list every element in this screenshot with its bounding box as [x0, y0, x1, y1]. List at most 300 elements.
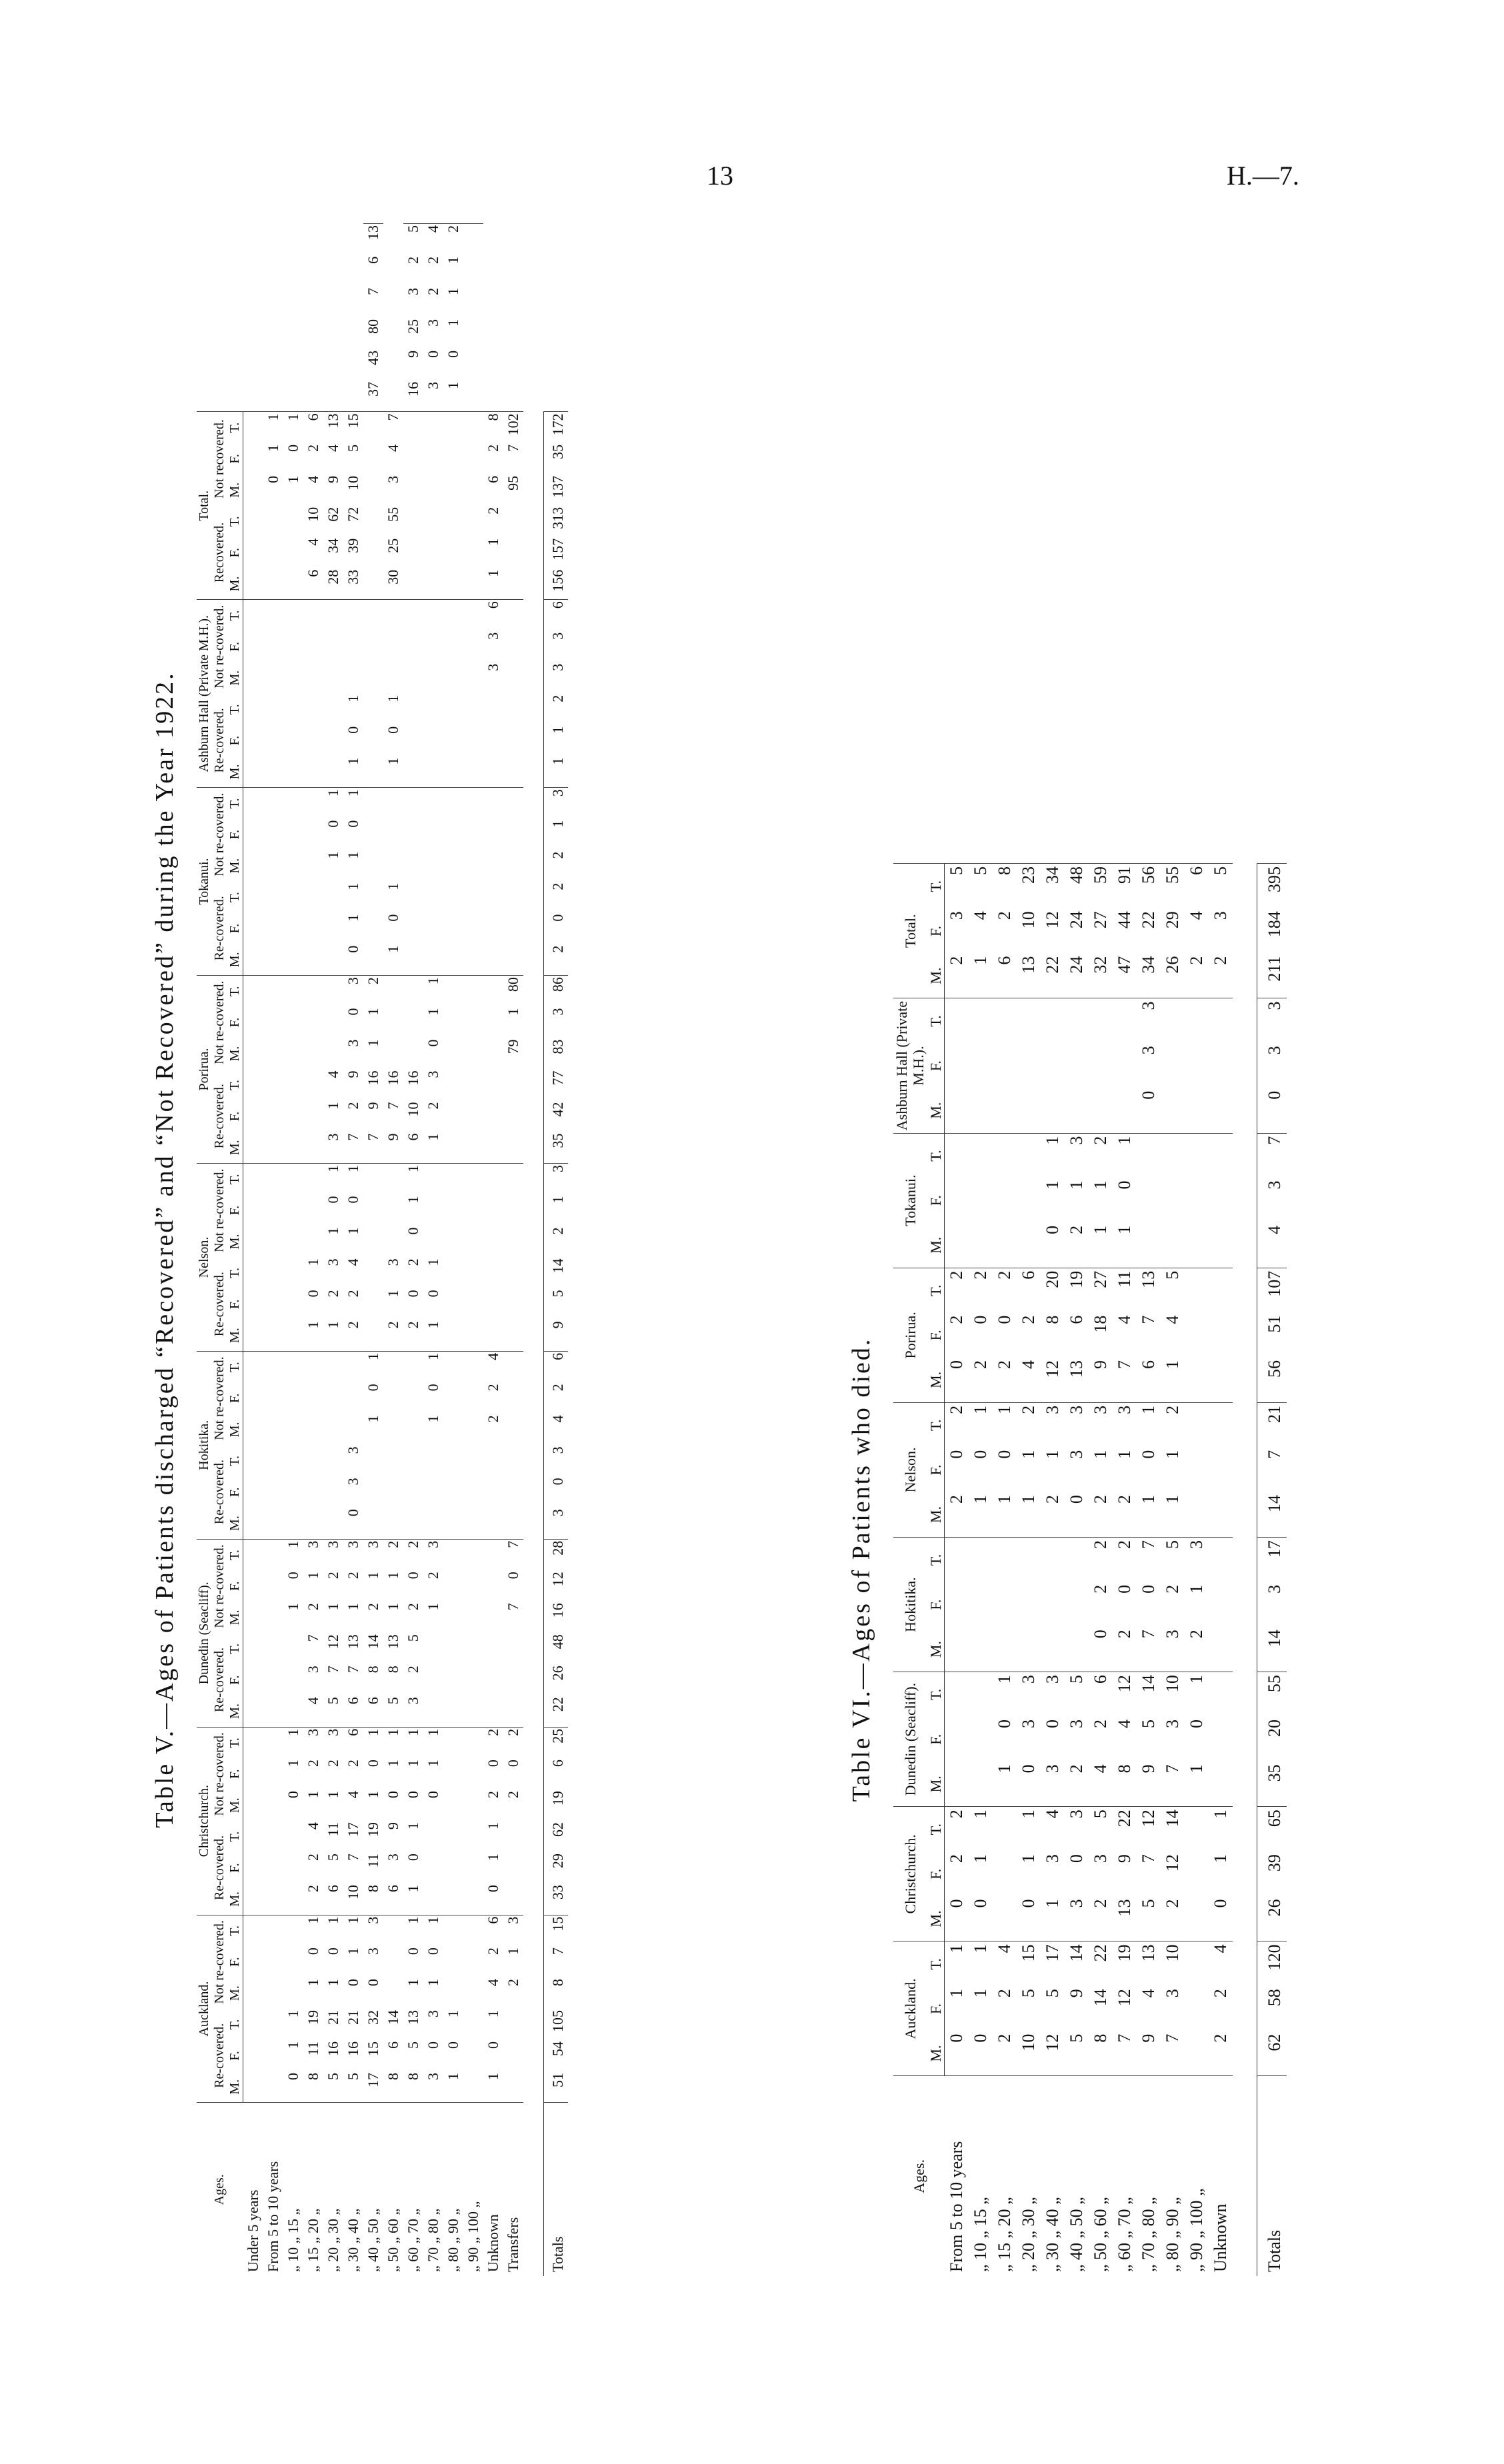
cell-value: 0: [425, 2041, 441, 2049]
cell-value: 23: [1017, 864, 1041, 909]
cell-value: 0: [505, 1572, 521, 1580]
cell-value: [503, 1101, 523, 1132]
cell-value: [993, 1897, 1017, 1941]
cell-value: 4: [345, 1791, 361, 1799]
cell-value: 5: [944, 864, 969, 909]
cell-value: [403, 756, 423, 788]
cell-value: 2: [1162, 1899, 1182, 1908]
table-vi-block: [847, 863, 1287, 2276]
cell-value: [383, 1977, 403, 2009]
cell-value: [403, 944, 423, 976]
cell-value: 21: [345, 2010, 361, 2025]
cell-value: 4: [544, 1414, 569, 1445]
cell-value: [383, 1226, 403, 1257]
cell-value: [403, 1476, 423, 1508]
cell-value: [323, 1007, 343, 1038]
cell-value: 2: [383, 1539, 403, 1570]
sex-header: M.: [227, 1790, 243, 1821]
cell-value: 86: [544, 976, 569, 1007]
cell-value: [503, 600, 523, 631]
cell-value: [463, 788, 483, 819]
cell-value: 1: [325, 1603, 341, 1611]
cell-value: [483, 1476, 503, 1508]
cell-value: 1: [343, 1163, 363, 1194]
cell-value: 2: [403, 1539, 423, 1570]
sex-header: M.: [927, 1223, 945, 1268]
cell-value: 12: [1113, 1672, 1137, 1717]
age-label: Totals: [544, 2103, 569, 2276]
cell-value: [243, 1351, 264, 1382]
cell-value: 1: [405, 1979, 421, 1987]
table-v-caption: Table V.—Ages of Patients discharged “Recovered” and “Not Recovered” during the Year 1922.: [151, 671, 179, 1828]
cell-value: [483, 756, 503, 788]
cell-value: [243, 850, 264, 882]
cell-value: 51: [544, 2071, 569, 2103]
cell-value: 1: [970, 1854, 990, 1863]
cell-value: [1209, 1627, 1233, 1672]
cell-value: 1: [323, 1915, 343, 1946]
cell-value: [483, 1539, 503, 1570]
cell-value: [283, 662, 303, 694]
cell-value: [363, 506, 383, 537]
cell-value: [463, 631, 483, 662]
sex-header: T.: [927, 864, 945, 909]
sex-header: F.: [927, 1717, 945, 1762]
cell-value: [263, 2040, 283, 2071]
cell-value: [463, 2040, 483, 2071]
cell-value: [483, 1038, 503, 1070]
cell-value: [483, 1070, 503, 1101]
subgroup-header: Not re-covered.: [212, 976, 227, 1070]
cell-value: 6: [544, 1351, 569, 1382]
cell-value: 1: [445, 2073, 461, 2081]
cell-value: 2: [1210, 2033, 1230, 2043]
cell-value: [283, 1664, 303, 1696]
cell-value: 1: [285, 475, 301, 483]
cell-value: [503, 1226, 523, 1257]
cell-value: [383, 1382, 403, 1414]
age-label: „ 10 „ 15 „: [969, 2076, 993, 2276]
cell-value: 13: [405, 2010, 421, 2025]
cell-value: [383, 662, 403, 694]
cell-value: 2: [544, 882, 569, 913]
cell-value: [263, 1351, 283, 1382]
cell-value: 0: [1138, 1584, 1158, 1594]
cell-value: 0: [485, 2041, 501, 2049]
cell-value: 1: [365, 1572, 381, 1580]
cell-value: [243, 1257, 264, 1288]
cell-value: 1: [1162, 1450, 1182, 1459]
cell-value: 4: [305, 1697, 321, 1705]
cell-value: [243, 1602, 264, 1633]
cell-value: [503, 1382, 523, 1414]
cell-value: 3: [946, 911, 966, 920]
cell-value: 0: [345, 726, 361, 734]
cell-value: [443, 1790, 463, 1821]
cell-value: [443, 1320, 463, 1351]
age-label: „ 90 „ 100 „: [1185, 2076, 1209, 2276]
cell-value: 7: [1114, 2033, 1134, 2043]
cell-value: [463, 1132, 483, 1163]
cell-value: 1: [1017, 1807, 1041, 1851]
cell-value: [463, 1070, 483, 1101]
cell-value: [243, 1070, 264, 1101]
cell-value: [423, 882, 443, 913]
age-label: „ 50 „ 60 „: [383, 2103, 403, 2276]
cell-value: 2: [944, 1268, 969, 1312]
cell-value: [1185, 1043, 1209, 1088]
cell-value: [483, 1602, 503, 1633]
cell-value: [443, 1664, 463, 1696]
cell-value: 4: [1209, 1941, 1233, 1986]
cell-value: [1209, 1538, 1233, 1582]
cell-value: 27: [1090, 911, 1110, 929]
cell-value: 1: [1042, 1180, 1062, 1190]
cell-value: 2: [1113, 1538, 1137, 1582]
institution-header: Tokanui.: [197, 788, 212, 976]
cell-value: 1: [425, 1979, 441, 1987]
cell-value: 1: [1114, 1225, 1134, 1234]
cell-value: 5: [544, 1288, 569, 1320]
cell-value: [403, 631, 423, 662]
cell-value: [503, 1414, 523, 1445]
cell-value: [263, 662, 283, 694]
cell-value: 16: [385, 1070, 401, 1086]
cell-value: [243, 913, 264, 944]
cell-value: 19: [365, 1822, 381, 1838]
cell-value: [243, 944, 264, 976]
cell-value: 3: [1162, 1989, 1182, 1998]
cell-value: 1: [969, 1941, 993, 1986]
cell-value: [263, 1633, 283, 1664]
cell-value: [1041, 1043, 1065, 1088]
cell-value: [423, 1852, 443, 1883]
cell-value: 1: [425, 1760, 441, 1768]
cell-value: 8: [365, 1666, 381, 1674]
cell-value: [243, 1883, 264, 1915]
cell-value: 1: [345, 1227, 361, 1235]
cell-value: 3: [1257, 1178, 1287, 1223]
table-row: [443, 224, 463, 2277]
cell-value: 10: [345, 475, 361, 491]
sex-header: M.: [927, 1088, 945, 1133]
cell-value: 2: [1210, 1989, 1230, 1998]
cell-value: 0: [425, 1384, 441, 1392]
cell-value: 2: [305, 1760, 321, 1768]
cell-value: 2: [305, 1853, 321, 1861]
cell-value: 1: [425, 1258, 441, 1266]
cell-value: 13: [1018, 956, 1038, 974]
cell-value: [503, 1852, 523, 1883]
cell-value: [383, 976, 403, 1007]
sex-header: T.: [227, 1351, 243, 1382]
age-label: Transfers: [503, 2103, 523, 2276]
cell-value: [443, 1288, 463, 1320]
cell-value: [323, 662, 343, 694]
sex-header: F.: [227, 1946, 243, 1977]
cell-value: [283, 1476, 303, 1508]
cell-value: 0: [1138, 1450, 1158, 1459]
cell-value: 2: [1066, 1764, 1086, 1774]
cell-value: [243, 412, 264, 443]
cell-value: 17: [1041, 1941, 1065, 1986]
cell-value: [463, 1288, 483, 1320]
cell-value: [993, 1582, 1017, 1627]
cell-value: [443, 1414, 463, 1445]
cell-value: [969, 1043, 993, 1088]
cell-value: [1209, 1717, 1233, 1762]
sex-header: M.: [927, 1627, 945, 1672]
cell-value: 3: [1210, 911, 1230, 920]
cell-value: [283, 569, 303, 600]
table-row: [483, 224, 503, 2277]
cell-value: [463, 850, 483, 882]
cell-value: 39: [1257, 1851, 1287, 1896]
cell-value: [263, 1790, 283, 1821]
cell-value: 9: [345, 1070, 361, 1078]
cell-value: [463, 1570, 483, 1602]
cell-value: 3: [303, 1539, 323, 1570]
cell-value: [443, 1570, 463, 1602]
cell-value: [303, 1508, 323, 1539]
cell-value: 25: [544, 1727, 569, 1758]
cell-value: 0: [970, 1315, 990, 1324]
cell-value: [944, 1762, 969, 1806]
cell-value: 11: [325, 1822, 341, 1837]
cell-value: 2: [305, 1885, 321, 1893]
cell-value: [1185, 1986, 1209, 2031]
cell-value: [303, 819, 323, 850]
cell-value: 95: [505, 475, 521, 491]
cell-value: 1: [445, 287, 461, 295]
cell-value: 10: [1161, 1941, 1185, 1986]
cell-value: [403, 819, 423, 850]
institution-header: Christchurch.: [893, 1807, 927, 1941]
cell-value: [243, 1633, 264, 1664]
cell-value: 0: [405, 1791, 421, 1799]
cell-value: [993, 1851, 1017, 1896]
cell-value: [403, 569, 423, 600]
cell-value: 1: [403, 1163, 423, 1194]
cell-value: 1: [403, 1915, 423, 1946]
cell-value: [243, 1946, 264, 1977]
cell-value: 62: [544, 1821, 569, 1852]
cell-value: [243, 1852, 264, 1883]
cell-value: [993, 1043, 1017, 1088]
cell-value: 1: [1090, 1180, 1110, 1190]
cell-value: 35: [544, 1132, 569, 1163]
cell-value: 15: [365, 2041, 381, 2057]
cell-value: [343, 631, 363, 662]
cell-value: [463, 475, 483, 506]
cell-value: [1209, 1178, 1233, 1223]
cell-value: [1017, 1538, 1041, 1582]
cell-value: 1: [363, 1727, 383, 1758]
cell-value: [383, 1445, 403, 1476]
cell-value: [443, 443, 463, 475]
cell-value: 6: [305, 569, 321, 577]
cell-value: [263, 694, 283, 725]
cell-value: 1: [425, 1321, 441, 1329]
cell-value: 14: [544, 1257, 569, 1288]
cell-value: 1: [946, 1989, 966, 1998]
cell-value: [463, 1382, 483, 1414]
cell-value: [503, 2040, 523, 2071]
cell-value: [483, 819, 503, 850]
cell-value: 0: [1066, 1854, 1086, 1863]
cell-value: [1161, 1088, 1185, 1133]
cell-value: [1017, 1223, 1041, 1268]
cell-value: [443, 882, 463, 913]
cell-value: 1: [305, 1979, 321, 1987]
cell-value: [483, 1570, 503, 1602]
cell-value: [243, 1007, 264, 1038]
cell-value: 4: [970, 911, 990, 920]
cell-value: [263, 850, 283, 882]
cell-value: [283, 631, 303, 662]
cell-value: [363, 694, 383, 725]
cell-value: [323, 1508, 343, 1539]
cell-value: 5: [325, 2073, 341, 2081]
cell-value: [303, 1414, 323, 1445]
cell-value: 2: [305, 1603, 321, 1611]
cell-value: [463, 255, 483, 287]
age-label: „ 50 „ 60 „: [1089, 2076, 1113, 2276]
cell-value: 5: [1138, 1720, 1158, 1728]
cell-value: 0: [365, 1384, 381, 1392]
cell-value: 0: [285, 1791, 301, 1799]
cell-value: [243, 1320, 264, 1351]
cell-value: 1: [445, 381, 461, 389]
cell-value: 14: [365, 1634, 381, 1650]
cell-value: [1017, 1627, 1041, 1672]
cell-value: [363, 569, 383, 600]
cell-value: 13: [323, 412, 343, 443]
cell-value: 3: [1018, 1720, 1038, 1728]
cell-value: [403, 600, 423, 631]
cell-value: [303, 976, 323, 1007]
cell-value: 0: [1210, 1899, 1230, 1908]
cell-value: 1: [325, 1791, 341, 1799]
cell-value: [443, 1821, 463, 1852]
cell-value: 1: [1162, 1495, 1182, 1504]
cell-value: 10: [1018, 2033, 1038, 2051]
cell-value: [463, 694, 483, 725]
cell-value: [403, 662, 423, 694]
cell-value: 1: [445, 256, 461, 264]
cell-value: [1041, 1582, 1065, 1627]
cell-value: 1: [363, 1351, 383, 1382]
cell-value: 5: [1138, 1899, 1158, 1908]
cell-value: 22: [1113, 1807, 1137, 1851]
cell-value: 12: [325, 1634, 341, 1650]
cell-value: 0: [544, 913, 569, 944]
cell-value: 1: [283, 1727, 303, 1758]
cell-value: 2: [969, 1268, 993, 1312]
cell-value: [1185, 1223, 1209, 1268]
cell-value: [243, 976, 264, 1007]
cell-value: [243, 1414, 264, 1445]
cell-value: [1209, 1223, 1233, 1268]
cell-value: 3: [405, 1697, 421, 1705]
cell-value: [403, 506, 423, 537]
cell-value: 6: [994, 956, 1014, 965]
cell-value: [403, 412, 423, 443]
subgroup-header: Recovered.: [212, 522, 227, 583]
cell-value: [343, 1351, 363, 1382]
cell-value: 37: [365, 381, 381, 397]
cell-value: [443, 506, 463, 537]
cell-value: [403, 913, 423, 944]
cell-value: 12: [1042, 2033, 1062, 2051]
cell-value: [443, 1132, 463, 1163]
cell-value: [1017, 1582, 1041, 1627]
cell-value: [1185, 1807, 1209, 1851]
cell-value: 1: [305, 1321, 321, 1329]
cell-value: 5: [325, 1697, 341, 1705]
cell-value: [1089, 1043, 1113, 1088]
cell-value: [383, 819, 403, 850]
cell-value: [403, 1414, 423, 1445]
cell-value: 2: [1066, 1225, 1086, 1234]
cell-value: 1: [1018, 1495, 1038, 1504]
cell-value: [443, 1539, 463, 1570]
cell-value: 4: [1114, 1720, 1134, 1728]
cell-value: 2: [1017, 1402, 1041, 1447]
cell-value: [969, 1223, 993, 1268]
cell-value: 1: [423, 976, 443, 1007]
cell-value: 1: [485, 2010, 501, 2018]
cell-value: [283, 694, 303, 725]
sex-header: M.: [927, 1492, 945, 1537]
cell-value: 2: [970, 1360, 990, 1369]
subgroup-header: Re-covered.: [212, 1459, 227, 1525]
cell-value: [243, 694, 264, 725]
cell-value: [503, 913, 523, 944]
cell-value: [263, 2009, 283, 2040]
cell-value: [443, 976, 463, 1007]
cell-value: 15: [1017, 1941, 1041, 1986]
cell-value: 3: [1017, 1672, 1041, 1717]
cell-value: 1: [345, 851, 361, 859]
cell-value: [503, 569, 523, 600]
cell-value: [969, 1538, 993, 1582]
institution-header: Ashburn Hall (Private M.H.).: [893, 998, 927, 1133]
cell-value: 1: [485, 2073, 501, 2081]
cell-value: 1: [485, 569, 501, 577]
sex-header: F.: [227, 1476, 243, 1508]
cell-value: [263, 1602, 283, 1633]
cell-value: [263, 1288, 283, 1320]
subgroup-header: Not recovered.: [212, 412, 227, 506]
cell-value: 3: [1137, 998, 1161, 1043]
cell-value: 0: [544, 1476, 569, 1508]
cell-value: 1: [365, 1415, 381, 1423]
cell-value: [993, 1807, 1017, 1851]
cell-value: 1: [1042, 1899, 1062, 1908]
cell-value: [944, 1672, 969, 1717]
cell-value: [323, 1445, 343, 1476]
cell-value: 1: [323, 788, 343, 819]
institution-header: Total.: [197, 412, 212, 600]
cell-value: [443, 1257, 463, 1288]
cell-value: 3: [385, 1258, 401, 1266]
cell-value: [283, 976, 303, 1007]
cell-value: [243, 631, 264, 662]
cell-value: [503, 1257, 523, 1288]
age-label: From 5 to 10 years: [263, 2103, 283, 2276]
cell-value: 1: [994, 1495, 1014, 1504]
